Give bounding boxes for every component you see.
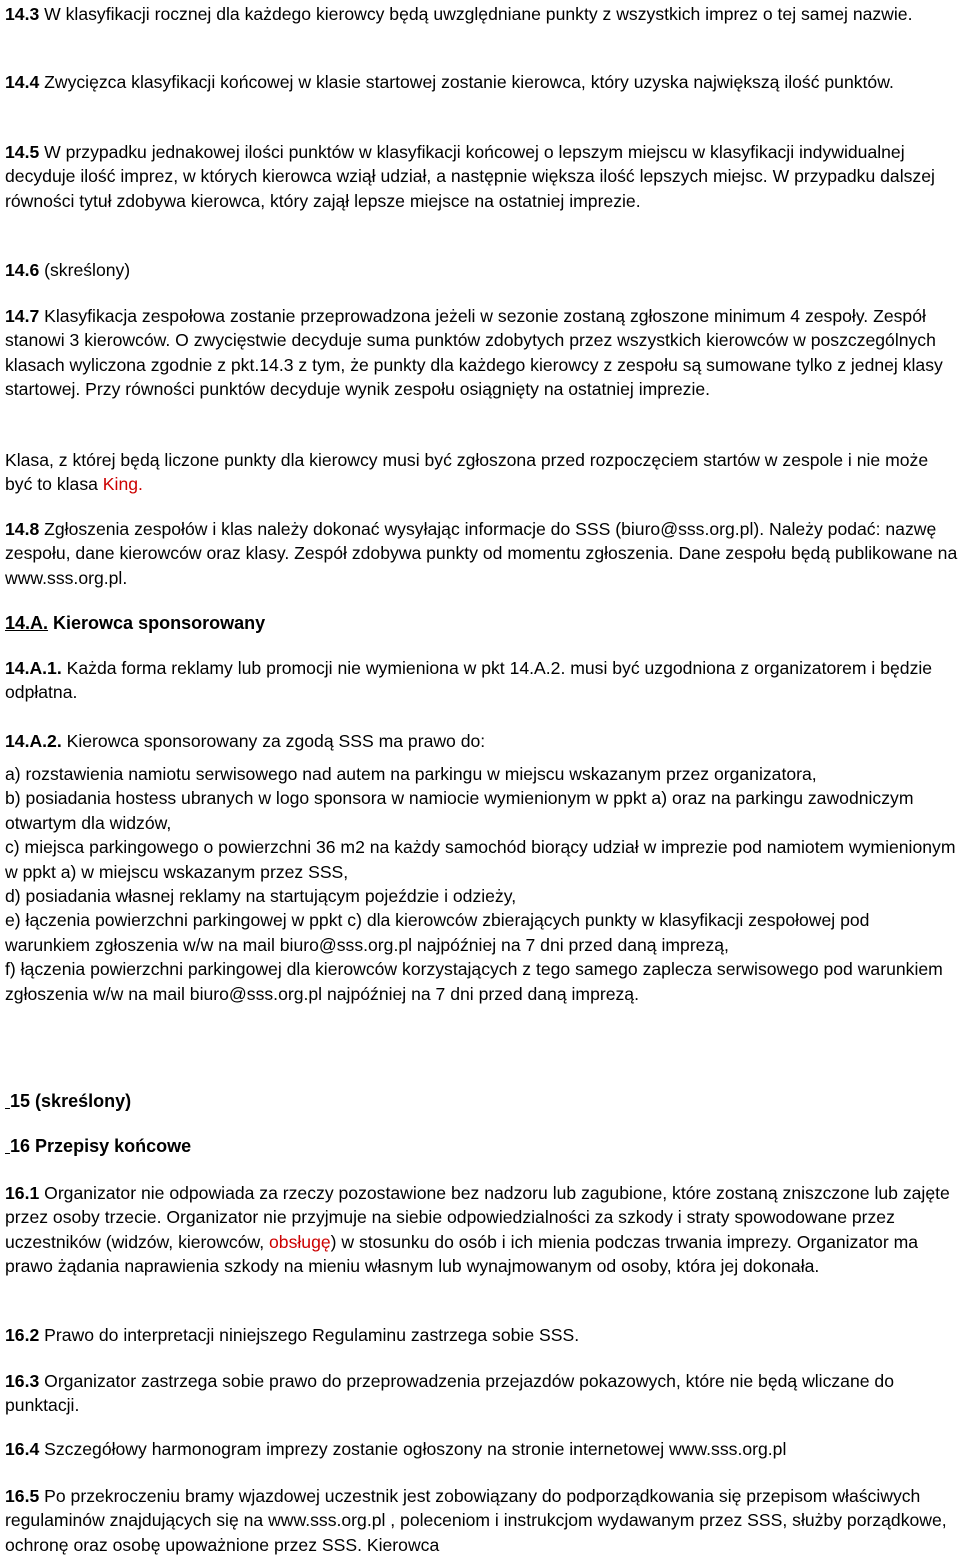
paragraph-text: Organizator zastrzega sobie prawo do przeprowadzenia przejazdów pokazowych, które nie będą wliczane do punktacji.: [5, 1371, 894, 1416]
paragraph-team-class: [5, 448, 958, 497]
paragraph-16-5: [5, 1484, 958, 1557]
paragraph-number: 16.1: [5, 1183, 40, 1203]
paragraph-14A-2: [5, 729, 958, 753]
paragraph-number: 14.A.1.: [5, 658, 62, 678]
section-number: 16: [10, 1136, 31, 1156]
section-heading-14A: [5, 611, 958, 635]
paragraph-14-3: [5, 2, 958, 26]
list-item-d: d) posiadania własnej reklamy na startującym pojeździe i odzieży,: [5, 886, 517, 907]
paragraph-14-8: [5, 517, 958, 590]
paragraph-text: Zgłoszenia zespołów i klas należy dokonać wysyłając informacje do SSS (biuro@sss.org.pl). Należy podać: nazwę zespołu, dane kierowców oraz klasy. Zespół zdobywa punkty od momentu zgłoszenia. Dane zespołu będą publikowane na www.sss.org.pl.: [5, 519, 958, 588]
paragraph-number: 14.4: [5, 72, 40, 92]
service-crew-highlight: obsługę: [269, 1231, 331, 1252]
paragraph-text: Organizator nie odpowiada za rzeczy pozostawione bez nadzoru lub zagubione, które zostaną zniszczone lub zajęte przez osoby trzecie. Organizator nie przyjmuje na siebie odpowiedzialności za szkody i straty spowodowane przez uczestników (widzów, kierowców,: [5, 1183, 950, 1252]
paragraph-text-continued: ) w stosunku do osób i ich mienia podczas trwania imprezy. Organizator ma prawo żądania naprawienia szkody na mieniu własnym lub wynajmowanym od osoby, która jej dokonała.: [5, 1231, 919, 1277]
rights-list: [5, 762, 958, 1006]
list-item-e: e) łączenia powierzchni parkingowej w ppkt c) dla kierowców zbierających punkty w klasyfikacji zespołowej pod warunkiem zgłoszenia w/w na mail biuro@sss.org.pl najpóźniej na 7 dni przed daną imprezą,: [5, 910, 870, 955]
paragraph-text: Po przekroczeniu bramy wjazdowej uczestnik jest zobowiązany do podporządkowania się przepisom właściwych regulaminów znajdujących się na www.sss.org.pl , poleceniom i instrukcjom wydawanym przez SSS, służby porządkowe, ochronę oraz osobę upoważnione przez SSS. Kierowca: [5, 1486, 947, 1555]
paragraph-text: Każda forma reklamy lub promocji nie wymieniona w pkt 14.A.2. musi być uzgodniona z organizatorem i będzie odpłatna.: [5, 658, 933, 703]
section-number: 15: [10, 1091, 31, 1111]
paragraph-number: 14.3: [5, 4, 40, 24]
paragraph-16-1: [5, 1181, 958, 1279]
paragraph-number: 14.8: [5, 519, 40, 539]
paragraph-16-3: [5, 1369, 958, 1418]
section-title: Przepisy końcowe: [30, 1136, 192, 1156]
section-heading-15: [5, 1089, 958, 1113]
paragraph-14-5: [5, 140, 958, 213]
paragraph-14-7: [5, 304, 958, 402]
paragraph-14-6: [5, 258, 958, 282]
paragraph-text: Klasa, z której będą liczone punkty dla kierowcy musi być zgłoszona przed rozpoczęciem startów w zespole i nie może być to klasa: [5, 450, 929, 495]
paragraph-number: 14.7: [5, 306, 40, 326]
section-title: (skreślony): [30, 1091, 132, 1111]
paragraph-text: Klasyfikacja zespołowa zostanie przeprowadzona jeżeli w sezonie zostaną zgłoszone minimum 4 zespoły. Zespół stanowi 3 kierowców. O zwycięstwie decyduje suma punktów zdobytych przez wszystkich kierowców w poszczególnych klasach wyliczona zgodnie z pkt.14.3 z tym, że punkty dla każdego kierowcy z zespołu są sumowane tylko z jednej klasy startowej. Przy równości punktów decyduje wynik zespołu osiągnięty na ostatniej imprezie.: [5, 306, 943, 400]
paragraph-text: W przypadku jednakowej ilości punktów w klasyfikacji końcowej o lepszym miejscu w klasyfikacji indywidualnej decyduje ilość imprez, w których kierowca wziął udział, a następnie większa ilość lepszych miejsc. W przypadku dalszej równości tytuł zdobywa kierowca, który zajął lepsze miejsce na ostatniej imprezie.: [5, 142, 935, 211]
paragraph-16-4: [5, 1437, 958, 1461]
paragraph-text: Kierowca sponsorowany za zgodą SSS ma prawo do:: [61, 731, 486, 751]
paragraph-number: 16.4: [5, 1439, 40, 1459]
paragraph-text: Prawo do interpretacji niniejszego Regulaminu zastrzega sobie SSS.: [39, 1325, 580, 1345]
paragraph-number: 16.3: [5, 1371, 40, 1391]
paragraph-text: Zwycięzca klasyfikacji końcowej w klasie startowej zostanie kierowca, który uzyska największą ilość punktów.: [39, 72, 894, 92]
list-item-c: c) miejsca parkingowego o powierzchni 36 m2 na każdy samochód biorący udział w imprezie pod namiotem wymienionym w ppkt a) w miejscu wskazanym przez SSS,: [5, 837, 956, 882]
paragraph-14A-1: [5, 656, 958, 705]
list-item-f: f) łączenia powierzchni parkingowej dla kierowców korzystających z tego samego zaplecza serwisowego pod warunkiem zgłoszenia w/w na mail biuro@sss.org.pl najpóźniej na 7 dni przed daną imprezą.: [5, 959, 943, 1004]
paragraph-number: 16.2: [5, 1325, 40, 1345]
paragraph-text: W klasyfikacji rocznej dla każdego kierowcy będą uwzględniane punkty z wszystkich imprez o tej samej nazwie.: [39, 4, 913, 24]
section-number: 14.A.: [5, 613, 49, 633]
paragraph-number: 14.A.2.: [5, 731, 62, 751]
paragraph-number: 14.5: [5, 142, 40, 162]
paragraph-16-2: [5, 1323, 958, 1347]
paragraph-number: 16.5: [5, 1486, 40, 1506]
paragraph-number: 14.6: [5, 260, 40, 280]
paragraph-text: Szczegółowy harmonogram imprezy zostanie ogłoszony na stronie internetowej www.sss.org.pl: [39, 1439, 787, 1459]
paragraph-text: (skreślony): [39, 260, 131, 280]
list-item-a: a) rozstawienia namiotu serwisowego nad autem na parkingu w miejscu wskazanym przez organizatora,: [5, 764, 817, 784]
section-title: Kierowca sponsorowany: [48, 613, 266, 633]
list-item-b: b) posiadania hostess ubranych w logo sponsora w namiocie wymienionym w ppkt a) oraz na parkingu zawodniczym otwartym dla widzów,: [5, 788, 914, 833]
paragraph-14-4: [5, 70, 958, 94]
section-heading-16: [5, 1134, 958, 1158]
class-name-highlight: King.: [102, 474, 143, 495]
